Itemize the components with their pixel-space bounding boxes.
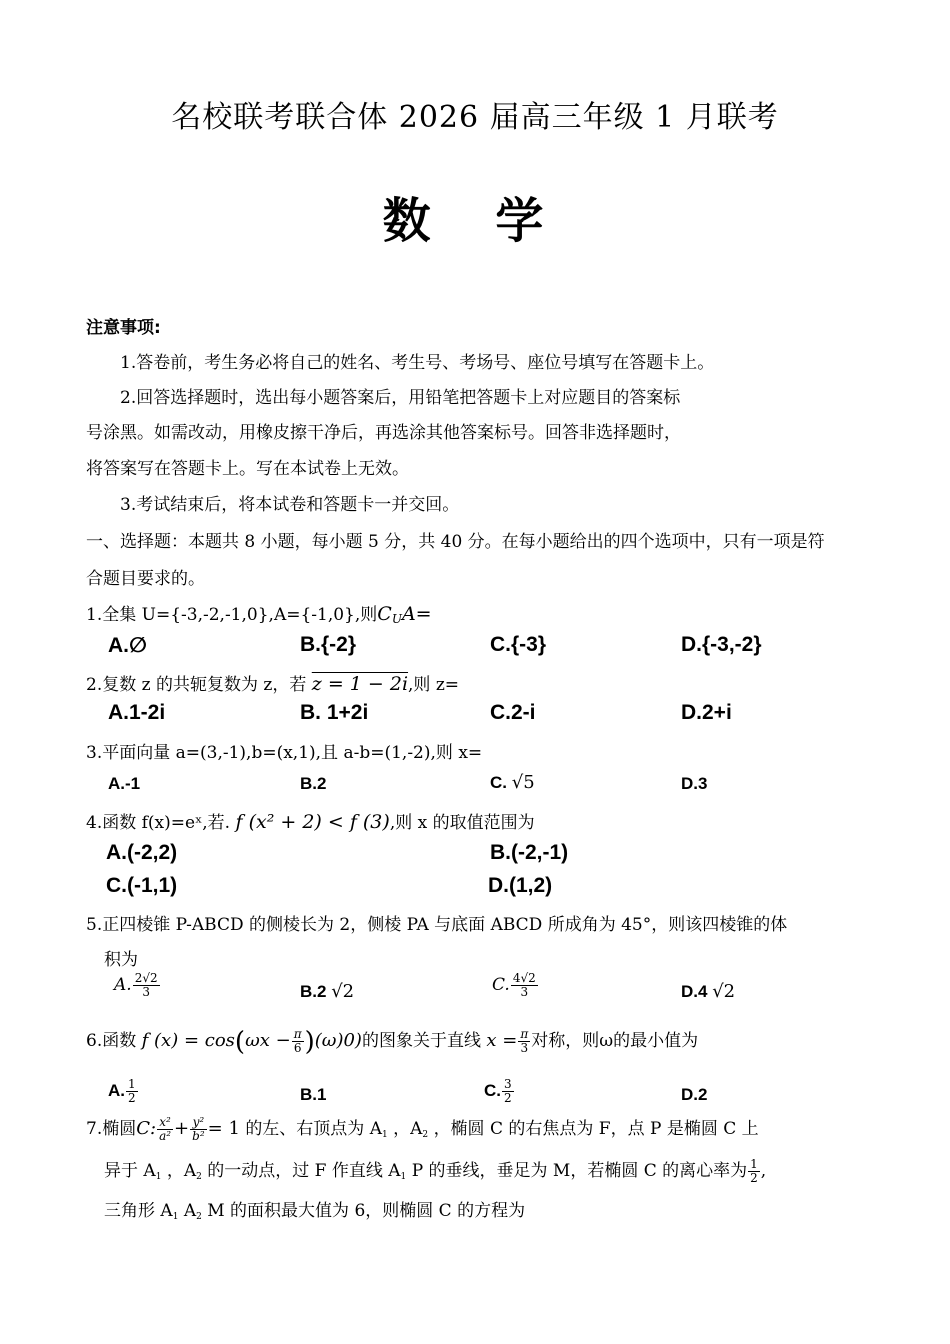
- q5-c-num: 4√2: [512, 971, 536, 985]
- q4-option-a[interactable]: A.(-2,2): [106, 841, 178, 864]
- q2-option-b[interactable]: B. 1+2i: [300, 701, 369, 724]
- question-2-stem: [86, 670, 459, 695]
- q1-math-tail: A=: [401, 603, 432, 625]
- question-7-line-1: [86, 1114, 759, 1143]
- q6-pi-over-6: [292, 1028, 304, 1055]
- q1-option-b[interactable]: B.{-2}: [300, 633, 357, 656]
- exam-title: 名校联考联合体 2026 届高三年级 1 月联考: [171, 100, 779, 135]
- q6-f-part: f (x) = cos: [141, 1030, 235, 1051]
- q4-option-d[interactable]: D.(1,2): [488, 874, 553, 897]
- q5-option-a[interactable]: [114, 972, 161, 999]
- question-1-stem: [86, 600, 432, 626]
- q7-line2-b: ，A: [166, 1161, 197, 1181]
- q4-option-b[interactable]: B.(-2,-1): [490, 841, 569, 864]
- q2-option-d[interactable]: D.2+i: [681, 701, 732, 724]
- q7-x2: x²: [157, 1116, 173, 1130]
- q6-inner: ωx −: [245, 1030, 291, 1051]
- q6-option-a-fraction: [126, 1078, 138, 1105]
- q5-option-b-label: B.2: [300, 982, 327, 1001]
- question-5-line-1: 5.正四棱锥 P-ABCD 的侧棱长为 2，侧棱 PA 与底面 ABCD 所成角为 45°，则该四棱锥的体: [86, 915, 788, 935]
- q5-a-den: 3: [142, 985, 150, 999]
- q6-paren-close: ): [304, 1027, 315, 1057]
- q6-stem-pre: 6.函数: [86, 1031, 137, 1051]
- notice-item-2-line-1: 2.回答选择题时，选出每小题答案后，用铅笔把答题卡上对应题目的答案标: [120, 388, 681, 408]
- q6-stem-mid: 的图象关于直线: [361, 1031, 481, 1051]
- q1-math-c: C: [377, 603, 392, 625]
- q2-stem-post: ,则 z=: [408, 675, 460, 695]
- q6-option-c-fraction: [502, 1078, 514, 1105]
- section-1-line-2: 合题目要求的。: [86, 569, 205, 589]
- q6-a-den: 2: [128, 1091, 136, 1105]
- q7-l2-sub-3: 1: [400, 1172, 407, 1182]
- q5-option-a-fraction: [133, 972, 160, 999]
- q5-option-c[interactable]: [492, 972, 539, 999]
- q1-option-a[interactable]: A.∅: [108, 634, 147, 657]
- q6-three: 3: [520, 1041, 529, 1055]
- q5-option-c-fraction: [511, 972, 538, 999]
- q7-line2-a: 异于 A: [104, 1161, 156, 1181]
- q4-stem-pre: 4.函数 f(x)=eˣ,若.: [86, 813, 231, 833]
- q6-option-c-label: C.: [484, 1080, 501, 1100]
- q6-option-a-label: A.: [108, 1080, 125, 1100]
- q1-math-sub: U: [391, 612, 402, 626]
- q3-option-c-math: √5: [511, 772, 535, 793]
- q6-omega-cond: (ω)0): [314, 1030, 362, 1051]
- q7-y2: y²: [190, 1116, 207, 1130]
- q3-option-b[interactable]: B.2: [300, 774, 327, 793]
- q6-x-eq: x =: [486, 1030, 518, 1051]
- q1-stem-text: 1.全集 U={-3,-2,-1,0},A={-1,0},则: [86, 605, 378, 625]
- q5-a-num: 2√2: [134, 971, 158, 985]
- question-3-stem: 3.平面向量 a=(3,-1),b=(x,1),且 a-b=(1,-2),则 x=: [86, 743, 483, 763]
- notice-item-1: 1.答卷前，考生务必将自己的姓名、考生号、考场号、座位号填写在答题卡上。: [120, 353, 715, 373]
- q6-pi: π: [293, 1027, 302, 1041]
- question-6-stem: [86, 1026, 698, 1057]
- q7-l2-sub-1: 1: [155, 1172, 162, 1182]
- q3-option-d[interactable]: D.3: [681, 774, 708, 793]
- q7-pre: 7.椭圆: [86, 1119, 137, 1139]
- q7-half: [748, 1158, 760, 1185]
- q2-math: z = 1 − 2i: [311, 673, 409, 695]
- q7-a2: a²: [159, 1129, 172, 1143]
- q7-half-num: 1: [750, 1157, 758, 1171]
- q7-half-den: 2: [750, 1171, 758, 1185]
- question-7-line-2: [104, 1156, 766, 1185]
- q6-paren-open: (: [234, 1027, 246, 1057]
- q7-plus: +: [174, 1118, 190, 1139]
- q7-comma-a: ，A: [393, 1119, 423, 1139]
- q7-y-frac: [190, 1116, 207, 1143]
- question-4-stem: [86, 808, 535, 833]
- notice-item-3: 3.考试结束后，将本试卷和答题卡一并交回。: [120, 495, 460, 515]
- q6-option-b[interactable]: B.1: [300, 1085, 327, 1104]
- q7-l3-sub-1: 1: [172, 1212, 179, 1222]
- q7-line1-tail: ，椭圆 C 的右焦点为 F，点 P 是椭圆 C 上: [433, 1119, 759, 1139]
- q6-c-num: 3: [504, 1077, 512, 1091]
- notice-item-2-line-3: 将答案写在答题卡上。写在本试卷上无效。: [86, 459, 409, 479]
- section-1-line-1: 一、选择题：本题共 8 小题，每小题 5 分，共 40 分。在每小题给出的四个选项中，只有一项是符: [86, 532, 825, 552]
- q7-b2: b²: [192, 1129, 205, 1143]
- q6-stem-post: 对称，则ω的最小值为: [531, 1031, 699, 1051]
- q5-option-d-math: √2: [712, 981, 736, 1002]
- notice-heading: 注意事项:: [86, 318, 161, 338]
- notice-item-2-line-2: 号涂黑。如需改动，用橡皮擦干净后，再选涂其他答案标号。回答非选择题时，: [86, 423, 681, 443]
- q3-option-c[interactable]: [490, 772, 535, 793]
- q6-pi-2: π: [520, 1027, 529, 1041]
- q7-line2-d: P 的垂线，垂足为 M，若椭圆 C 的离心率为: [411, 1161, 748, 1181]
- q6-option-d[interactable]: D.2: [681, 1085, 708, 1104]
- q7-line3-a: 三角形 A: [104, 1201, 173, 1221]
- q6-option-a[interactable]: [108, 1078, 139, 1105]
- question-7-line-3: [104, 1196, 525, 1222]
- q2-option-c[interactable]: C.2-i: [490, 701, 536, 724]
- q1-option-d[interactable]: D.{-3,-2}: [681, 633, 762, 656]
- q6-pi-over-3: [518, 1028, 530, 1055]
- q7-c-label: C:: [136, 1118, 157, 1139]
- q5-option-b[interactable]: [300, 981, 354, 1002]
- q5-option-d-label: D.4: [681, 982, 708, 1001]
- q5-option-c-label: C.: [492, 975, 510, 995]
- q6-c-den: 2: [504, 1091, 512, 1105]
- q7-x-frac: [157, 1116, 173, 1143]
- q7-line1-post: 的左、右顶点为 A: [245, 1119, 382, 1139]
- q7-sub-2: 2: [422, 1130, 429, 1140]
- q7-sub-1: 1: [382, 1130, 388, 1140]
- q3-option-c-label: C.: [490, 773, 507, 792]
- q6-six: 6: [293, 1041, 302, 1055]
- q2-stem-pre: 2.复数 z 的共轭复数为 z，若: [86, 675, 307, 695]
- q2-option-a[interactable]: A.1-2i: [108, 701, 166, 724]
- q5-c-den: 3: [520, 985, 529, 999]
- q4-stem-post: ,则 x 的取值范围为: [389, 813, 535, 833]
- q4-option-c[interactable]: C.(-1,1): [106, 874, 178, 897]
- q7-l2-sub-2: 2: [196, 1172, 202, 1182]
- q7-line2-c: 的一动点，过 F 作直线 A: [207, 1161, 401, 1181]
- q5-option-a-label: A.: [114, 975, 132, 995]
- q7-eq1: = 1: [207, 1118, 240, 1139]
- q4-math: f (x² + 2) < f (3): [235, 811, 390, 833]
- q6-a-num: 1: [128, 1077, 136, 1091]
- q5-option-d[interactable]: [681, 981, 735, 1002]
- question-5-line-2: 积为: [104, 950, 138, 970]
- q7-line3-c: M 的面积最大值为 6，则椭圆 C 的方程为: [207, 1201, 526, 1221]
- q6-option-c[interactable]: [484, 1078, 515, 1105]
- q3-option-a[interactable]: A.-1: [108, 774, 141, 793]
- q7-l3-sub-2: 2: [196, 1212, 202, 1222]
- q5-option-b-math: √2: [331, 981, 355, 1002]
- q1-option-c[interactable]: C.{-3}: [490, 633, 547, 656]
- q7-line2-end: ,: [760, 1161, 767, 1181]
- q7-line3-b: A: [183, 1201, 197, 1221]
- subject-title: 数 学: [382, 193, 568, 249]
